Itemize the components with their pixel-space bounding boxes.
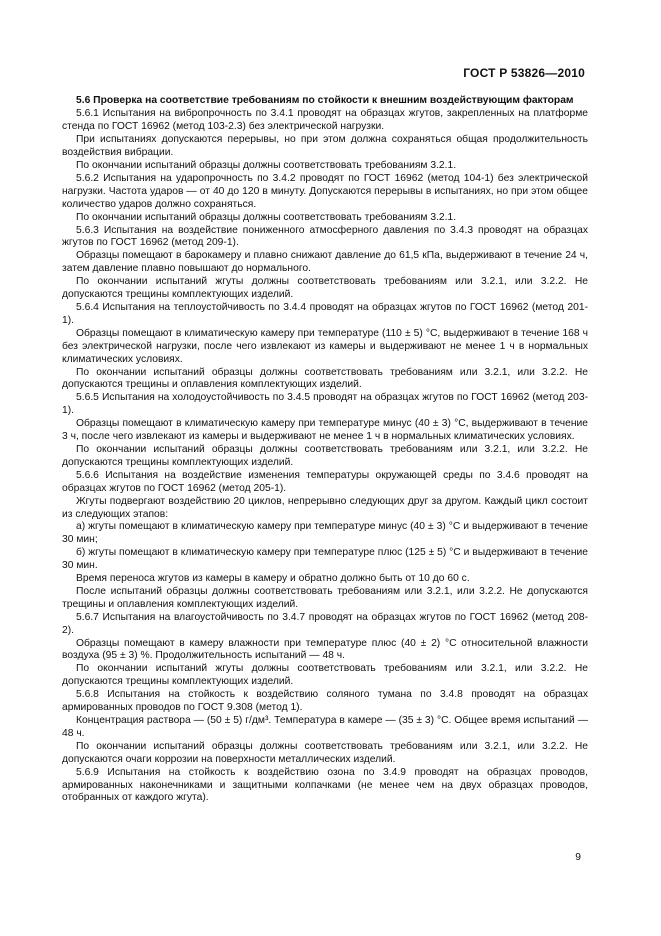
paragraph: Жгуты подвергают воздействию 20 циклов, непрерывно следующих друг за другом. Каждый цикл состоит из следующих этапов:: [62, 495, 588, 520]
paragraph-5-6-8: 5.6.8 Испытания на стойкость к воздействию соляного тумана по 3.4.8 проводят на образцах армированных проводов по ГОСТ 9.308 (метод 1).: [62, 689, 588, 714]
paragraph: По окончании испытаний образцы должны соответствовать требованиям или 3.2.1, или 3.2.2. Не допускаются очаги коррозии на поверхности металлических изделий.: [62, 740, 588, 765]
paragraph-5-6-5: 5.6.5 Испытания на холодоустойчивость по 3.4.5 проводят на образцах жгутов по ГОСТ 16962 (метод 203-1).: [62, 392, 588, 417]
paragraph-5-6-2: 5.6.2 Испытания на ударопрочность по 3.4.2 проводят по ГОСТ 16962 (метод 104-1) без электрической нагрузки. Частота ударов — от 40 до 120 в минуту. Допускаются перерывы в испытаниях, но при этом общее количество ударов должно сохраняться.: [62, 172, 588, 210]
paragraph: Концентрация раствора — (50 ± 5) г/дм³. Температура в камере — (35 ± 3) °С. Общее время испытаний — 48 ч.: [62, 715, 588, 739]
paragraph-5-6-1: 5.6.1 Испытания на вибропрочность по 3.4.1 проводят на образцах жгутов, закрепленных на платформе стенда по ГОСТ 16962 (метод 103-2.3) без электрической нагрузки.: [62, 108, 588, 133]
paragraph: По окончании испытаний образцы должны соответствовать требованиям 3.2.1.: [76, 160, 457, 172]
paragraph-5-6-7: 5.6.7 Испытания на влагоустойчивость по 3.4.7 проводят на образцах жгутов по ГОСТ 16962 (метод 208-2).: [62, 611, 588, 636]
paragraph: По окончании испытаний жгуты должны соответствовать требованиям или 3.2.1, или 3.2.2. Не допускаются трещины комплектующих изделий.: [62, 663, 588, 688]
section-body: [62, 95, 588, 805]
list-item-a: а) жгуты помещают в климатическую камеру при температуре минус (40 ± 3) °С и выдерживают в течение 30 мин;: [62, 521, 588, 546]
paragraph: Образцы помещают в климатическую камеру при температуре минус (40 ± 3) °С, выдерживают в течение 3 ч, после чего извлекают из камеры и выдерживают не менее 1 ч в нормальных климатических условиях.: [62, 418, 588, 443]
paragraph: После испытаний образцы должны соответствовать требованиям или 3.2.1, или 3.2.2. Не допускаются трещины и оплавления комплектующих изделий.: [62, 585, 588, 610]
paragraph: Образцы помещают в барокамеру и плавно снижают давление до 61,5 кПа, выдерживают в течение 24 ч, затем давление плавно повышают до нормального.: [62, 250, 588, 275]
paragraph: Время переноса жгутов из камеры в камеру и обратно должно быть от 10 до 60 с.: [76, 573, 470, 585]
paragraph: По окончании испытаний жгуты должны соответствовать требованиям или 3.2.1, или 3.2.2. Не допускаются трещины комплектующих изделий.: [62, 276, 588, 301]
paragraph-5-6-3: 5.6.3 Испытания на воздействие пониженного атмосферного давления по 3.4.3 проводят на образцах жгутов по ГОСТ 16962 (метод 209-1).: [62, 224, 588, 249]
document-code: ГОСТ Р 53826—2010: [463, 66, 585, 80]
paragraph-5-6-6: 5.6.6 Испытания на воздействие изменения температуры окружающей среды по 3.4.6 проводят на образцах жгутов по ГОСТ 16962 (метод 205-1).: [62, 469, 588, 494]
list-item-b: б) жгуты помещают в климатическую камеру при температуре плюс (125 ± 5) °С и выдерживают в течение 30 мин.: [62, 547, 588, 572]
paragraph-5-6-9: 5.6.9 Испытания на стойкость к воздействию озона по 3.4.9 проводят на образцах проводов, армированных наконечниками и защитными колпачками (не менее чем на двух образцах проводов, отобранных от каждого жгута).: [62, 766, 588, 804]
paragraph: Образцы помещают в камеру влажности при температуре плюс (40 ± 2) °С относительной влажности воздуха (95 ± 3) %. Продолжительность испытаний — 48 ч.: [62, 637, 588, 662]
section-heading: 5.6 Проверка на соответствие требованиям по стойкости к внешним воздействующим факторам: [76, 95, 574, 106]
paragraph: По окончании испытаний образцы должны соответствовать требованиям или 3.2.1, или 3.2.2. Не допускаются трещины комплектующих изделий.: [62, 443, 588, 468]
paragraph: Образцы помещают в климатическую камеру при температуре (110 ± 5) °С, выдерживают в течение 168 ч без электрической нагрузки, после чего извлекают из камеры и выдерживают не менее 1 ч в нормальных климатических условиях.: [62, 327, 588, 365]
paragraph: По окончании испытаний образцы должны соответствовать требованиям 3.2.1.: [76, 211, 457, 223]
page-number: 9: [575, 852, 581, 863]
paragraph-5-6-4: 5.6.4 Испытания на теплоустойчивость по 3.4.4 проводят на образцах жгутов по ГОСТ 16962 (метод 201-1).: [62, 302, 588, 326]
paragraph: По окончании испытаний образцы должны соответствовать требованиям или 3.2.1, или 3.2.2. Не допускаются трещины и оплавления комплектующих изделий.: [62, 366, 588, 391]
paragraph: При испытаниях допускаются перерывы, но при этом должна сохраняться общая продолжительность воздействия вибрации.: [62, 134, 588, 159]
